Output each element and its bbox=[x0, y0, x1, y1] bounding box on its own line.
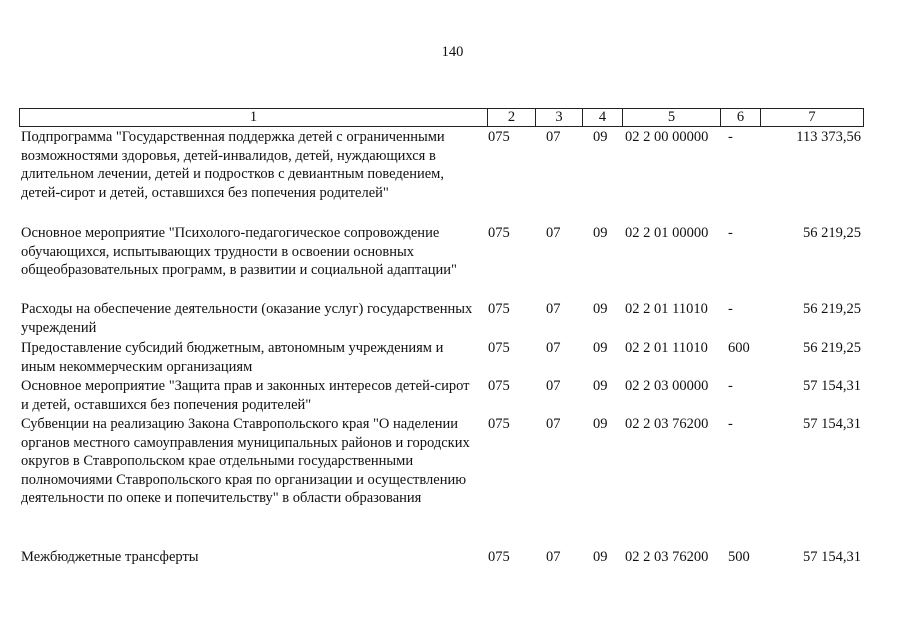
row-col-7: 57 154,31 bbox=[803, 416, 861, 432]
row-col-6: - bbox=[728, 129, 733, 145]
row-col-3: 07 bbox=[546, 129, 561, 145]
row-name: Предоставление субсидий бюджетным, автономным учреждениям и иным некоммерческим организациям bbox=[21, 340, 444, 375]
row-col-6: - bbox=[728, 416, 733, 432]
row-col-4: 09 bbox=[593, 225, 608, 241]
row-col-5: 02 2 01 11010 bbox=[625, 340, 708, 356]
header-col-6: 6 bbox=[721, 109, 761, 126]
row-col-4: 09 bbox=[593, 301, 608, 317]
row-col-2: 075 bbox=[488, 378, 510, 394]
table-header-row bbox=[19, 108, 864, 127]
page-number: 140 bbox=[441, 44, 464, 60]
row-col-6: - bbox=[728, 225, 733, 241]
row-col-5: 02 2 01 00000 bbox=[625, 225, 709, 241]
row-col-3: 07 bbox=[546, 301, 561, 317]
header-col-4: 4 bbox=[583, 109, 623, 126]
row-col-2: 075 bbox=[488, 340, 510, 356]
row-col-4: 09 bbox=[593, 129, 608, 145]
row-col-6: - bbox=[728, 378, 733, 394]
row-col-7: 56 219,25 bbox=[803, 225, 861, 241]
row-col-2: 075 bbox=[488, 225, 510, 241]
row-name: Подпрограмма "Государственная поддержка детей с ограниченными возможностями здоровья, детей-инвалидов, детей, нуждающихся в длительном лечении, детей и подростков с девиантным поведением, детей-сирот и детей, оставшихся без попечения родителей" bbox=[21, 129, 445, 201]
header-col-5: 5 bbox=[623, 109, 721, 126]
row-col-5: 02 2 01 11010 bbox=[625, 301, 708, 317]
row-col-3: 07 bbox=[546, 416, 561, 432]
row-col-4: 09 bbox=[593, 549, 608, 565]
row-col-2: 075 bbox=[488, 549, 510, 565]
row-col-4: 09 bbox=[593, 416, 608, 432]
row-col-3: 07 bbox=[546, 378, 561, 394]
row-col-3: 07 bbox=[546, 225, 561, 241]
row-col-4: 09 bbox=[593, 340, 608, 356]
row-name: Расходы на обеспечение деятельности (оказание услуг) государственных учреждений bbox=[21, 301, 473, 336]
row-name: Субвенции на реализацию Закона Ставропольского края "О наделении органов местного самоуправления муниципальных районов и городских округов в Ставропольском крае отдельными государственными полномочиями Ставропольского края по организации и осуществлению деятельности по опеке и попечительству" в области образования bbox=[21, 416, 470, 506]
row-col-5: 02 2 03 76200 bbox=[625, 416, 709, 432]
row-col-2: 075 bbox=[488, 129, 510, 145]
row-col-6: 600 bbox=[728, 340, 750, 356]
row-col-5: 02 2 03 00000 bbox=[625, 378, 709, 394]
row-col-5: 02 2 03 76200 bbox=[625, 549, 709, 565]
header-col-1: 1 bbox=[20, 109, 488, 126]
header-col-3: 3 bbox=[536, 109, 583, 126]
row-col-3: 07 bbox=[546, 340, 561, 356]
row-col-7: 56 219,25 bbox=[803, 301, 861, 317]
row-col-2: 075 bbox=[488, 416, 510, 432]
row-col-7: 56 219,25 bbox=[803, 340, 861, 356]
header-col-2: 2 bbox=[488, 109, 536, 126]
row-col-4: 09 bbox=[593, 378, 608, 394]
row-col-2: 075 bbox=[488, 301, 510, 317]
row-col-6: - bbox=[728, 301, 733, 317]
row-col-5: 02 2 00 00000 bbox=[625, 129, 709, 145]
row-name: Межбюджетные трансферты bbox=[21, 549, 199, 565]
row-name: Основное мероприятие "Психолого-педагогическое сопровождение обучающихся, испытывающих трудности в освоении основных общеобразовательных программ, в развитии и социальной адаптации" bbox=[21, 225, 457, 278]
row-name: Основное мероприятие "Защита прав и законных интересов детей-сирот и детей, оставшихся без попечения родителей" bbox=[21, 378, 470, 413]
row-col-3: 07 bbox=[546, 549, 561, 565]
row-col-7: 57 154,31 bbox=[803, 378, 861, 394]
header-col-7: 7 bbox=[808, 109, 816, 125]
row-col-7: 57 154,31 bbox=[803, 549, 861, 565]
row-col-6: 500 bbox=[728, 549, 750, 565]
row-col-7: 113 373,56 bbox=[796, 129, 861, 145]
